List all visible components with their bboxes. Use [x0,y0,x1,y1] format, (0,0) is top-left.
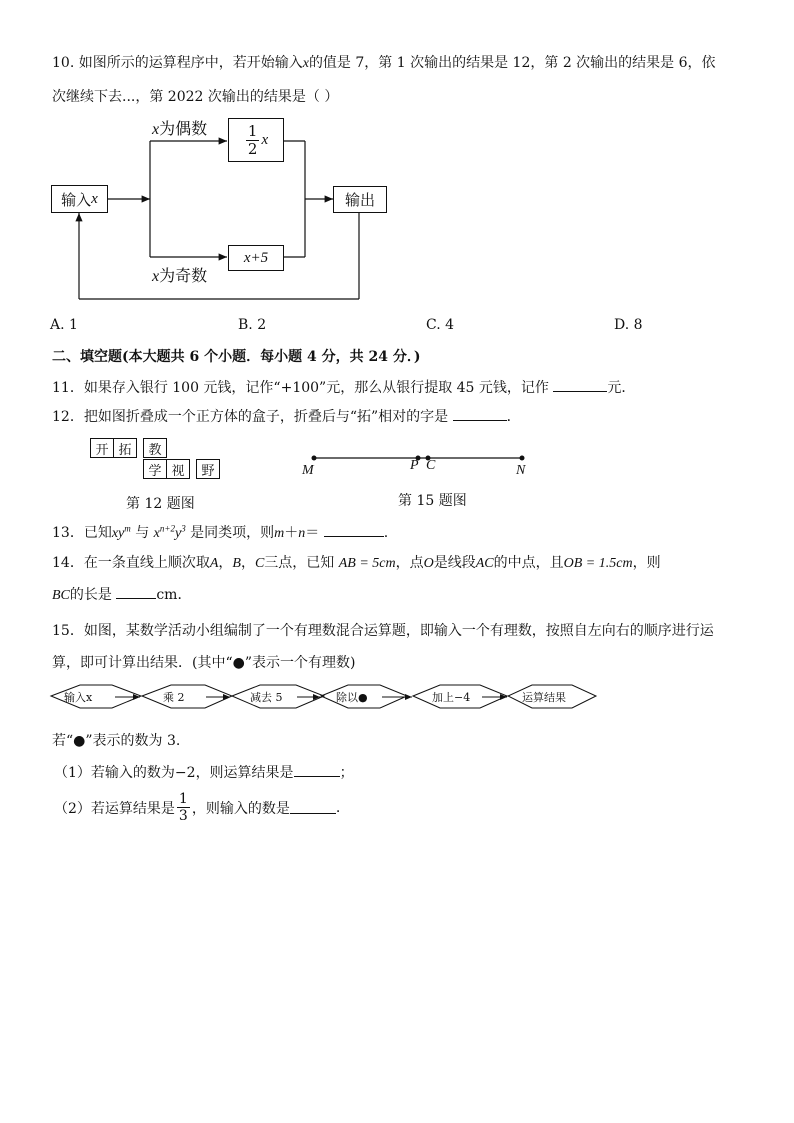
q15-line2: 算，即可计算出结果．(其中“●”表示一个有理数) [52,655,356,671]
label-p: P [410,458,419,473]
plus5-box: x+5 [228,245,284,271]
q12-blank[interactable] [453,408,507,421]
q11: 11．如果存入银行 100 元钱，记作“+100”元，那么从银行提取 45 元钱，记作 元． [52,380,636,396]
flow-div: 除以● [336,691,368,704]
net-cell-5: 视 [166,459,190,479]
q15-sub2: （2）若运算结果是 $\frac{1}{3}$ ，则输入的数是 . [54,791,341,824]
point-n [520,456,525,461]
label-n: N [516,463,526,478]
option-a: A. 1 [50,317,78,333]
input-box: 输入 x [51,185,108,213]
q15-fig-caption: 第 15 题图 [398,493,467,509]
option-c: C. 4 [426,317,455,333]
q15-sub1: （1）若输入的数为−2，则运算结果是 ； [54,765,354,781]
option-d: D. 8 [614,317,643,333]
q10-line1: 10. 如图所示的运算程序中，若开始输入x的值是 7，第 1 次输出的结果是 12，第 2 次输出的结果是 6，依 [52,55,716,71]
odd-label: x为奇数 [152,266,208,285]
flow-add: 加上−4 [432,691,471,704]
q13: 13．已知$xy^m$ 与 $x^{n+2}y^3$ 是同类项，则m＋n＝ . [52,523,389,541]
q15-line1: 15．如图，某数学活动小组编制了一个有理数混合运算题，即输入一个有理数，按照自左向右的顺序进行运 [52,623,714,639]
q11-blank[interactable] [553,379,607,392]
half-fraction: $\frac{1}{2}$ [247,121,258,158]
half-box: $\frac{1}{2}$ x [228,118,284,162]
q10-line2: 次继续下去...，第 2022 次输出的结果是（ ） [52,89,339,105]
output-box: 输出 [333,186,387,213]
flow-mul: 乘 2 [163,691,185,704]
q14-blank[interactable] [116,586,156,599]
flow-sub: 减去 5 [250,691,283,704]
q15-sub2-blank[interactable] [290,801,336,814]
net-cell-4: 学 [143,459,167,479]
net-cell-3: 教 [143,438,167,458]
q13-blank[interactable] [324,524,384,537]
q14-line2: BC的长是 cm． [52,587,192,603]
label-c: C [426,458,436,473]
label-m: M [302,463,314,478]
q12: 12．把如图折叠成一个正方体的盒子，折叠后与“拓”相对的字是 ． [52,409,521,425]
option-b: B. 2 [238,317,267,333]
net-cell-1: 开 [90,438,114,458]
even-label: x为偶数 [152,119,208,138]
flow-input: 输入x [64,691,93,704]
q15-condition: 若“●”表示的数为 3. [52,733,181,749]
point-m [312,456,317,461]
q15-sub1-blank[interactable] [294,764,340,777]
net-cell-2: 拓 [113,438,137,458]
net-cell-6: 野 [196,459,220,479]
section-heading: 二、填空题(本大题共 6 个小题．每小题 4 分，共 24 分．) [52,349,421,365]
q15-fraction: $\frac{1}{3}$ [178,791,188,824]
flow-result: 运算结果 [522,691,566,704]
q14-line1: 14．在一条直线上顺次取A，B，C三点，已知 AB = 5cm，点O是线段AC的中点，且OB = 1.5cm，则 [52,555,661,571]
q12-caption: 第 12 题图 [126,496,195,512]
